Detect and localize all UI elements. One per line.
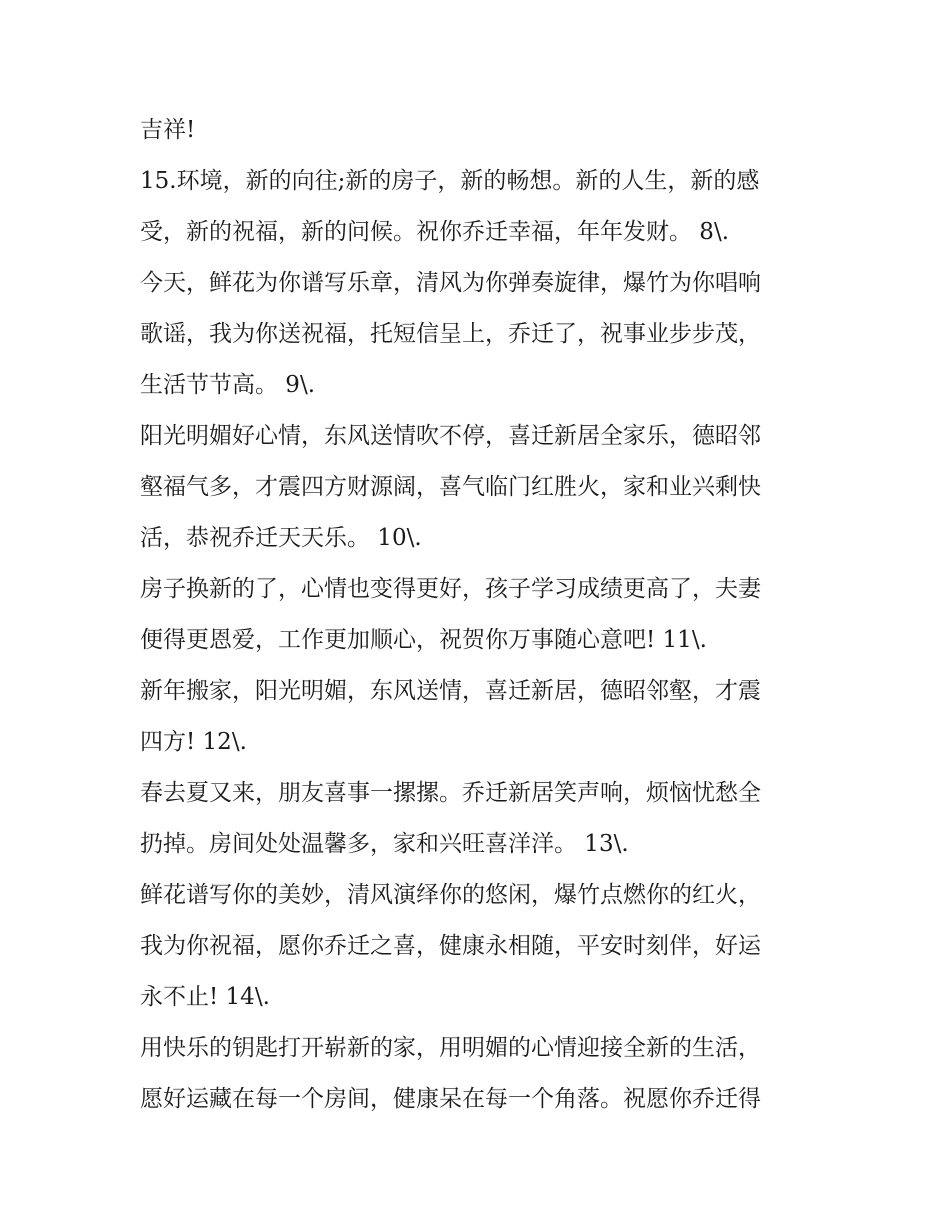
- text-line: 今天，鲜花为你谱写乐章，清风为你弹奏旋律，爆竹为你唱响: [140, 270, 761, 296]
- text-line: 我为你祝福，愿你乔迁之喜，健康永相随，平安时刻伴，好运: [140, 933, 761, 959]
- body-text: [140, 110, 820, 1130]
- text-line: 四方! 12\.: [140, 729, 247, 755]
- text-line: 愿好运藏在每一个房间，健康呆在每一个角落。祝愿你乔迁得: [140, 1086, 761, 1112]
- text-line: 吉祥!: [140, 117, 196, 143]
- text-line: 便得更恩爱，工作更加顺心，祝贺你万事随心意吧! 11\.: [140, 627, 707, 653]
- text-line: 15.环境，新的向往;新的房子，新的畅想。新的人生，新的感: [140, 168, 760, 194]
- text-line: 阳光明媚好心情，东风送情吹不停，喜迁新居全家乐，德昭邻: [140, 423, 761, 449]
- text-line: 永不止! 14\.: [140, 984, 270, 1010]
- text-line: 房子换新的了，心情也变得更好，孩子学习成绩更高了，夫妻: [140, 576, 761, 602]
- text-line: 壑福气多，才震四方财源阔，喜气临门红胜火，家和业兴剩快: [140, 474, 761, 500]
- text-line: 活，恭祝乔迁天天乐。 10\.: [140, 525, 422, 551]
- text-line: 鲜花谱写你的美妙，清风演绎你的悠闲，爆竹点燃你的红火，: [140, 882, 761, 908]
- text-line: 春去夏又来，朋友喜事一摞摞。乔迁新居笑声响，烦恼忧愁全: [140, 780, 761, 806]
- text-line: 扔掉。房间处处温馨多，家和兴旺喜洋洋。 13\.: [140, 831, 629, 857]
- text-line: 新年搬家，阳光明媚，东风送情，喜迁新居，德昭邻壑，才震: [140, 678, 761, 704]
- text-line: 生活节节高。 9\.: [140, 372, 316, 398]
- text-line: 受，新的祝福，新的问候。祝你乔迁幸福，年年发财。 8\.: [140, 219, 730, 245]
- text-line: 用快乐的钥匙打开崭新的家，用明媚的心情迎接全新的生活，: [140, 1035, 761, 1061]
- text-line: 歌谣，我为你送祝福，托短信呈上，乔迁了，祝事业步步茂，: [140, 321, 761, 347]
